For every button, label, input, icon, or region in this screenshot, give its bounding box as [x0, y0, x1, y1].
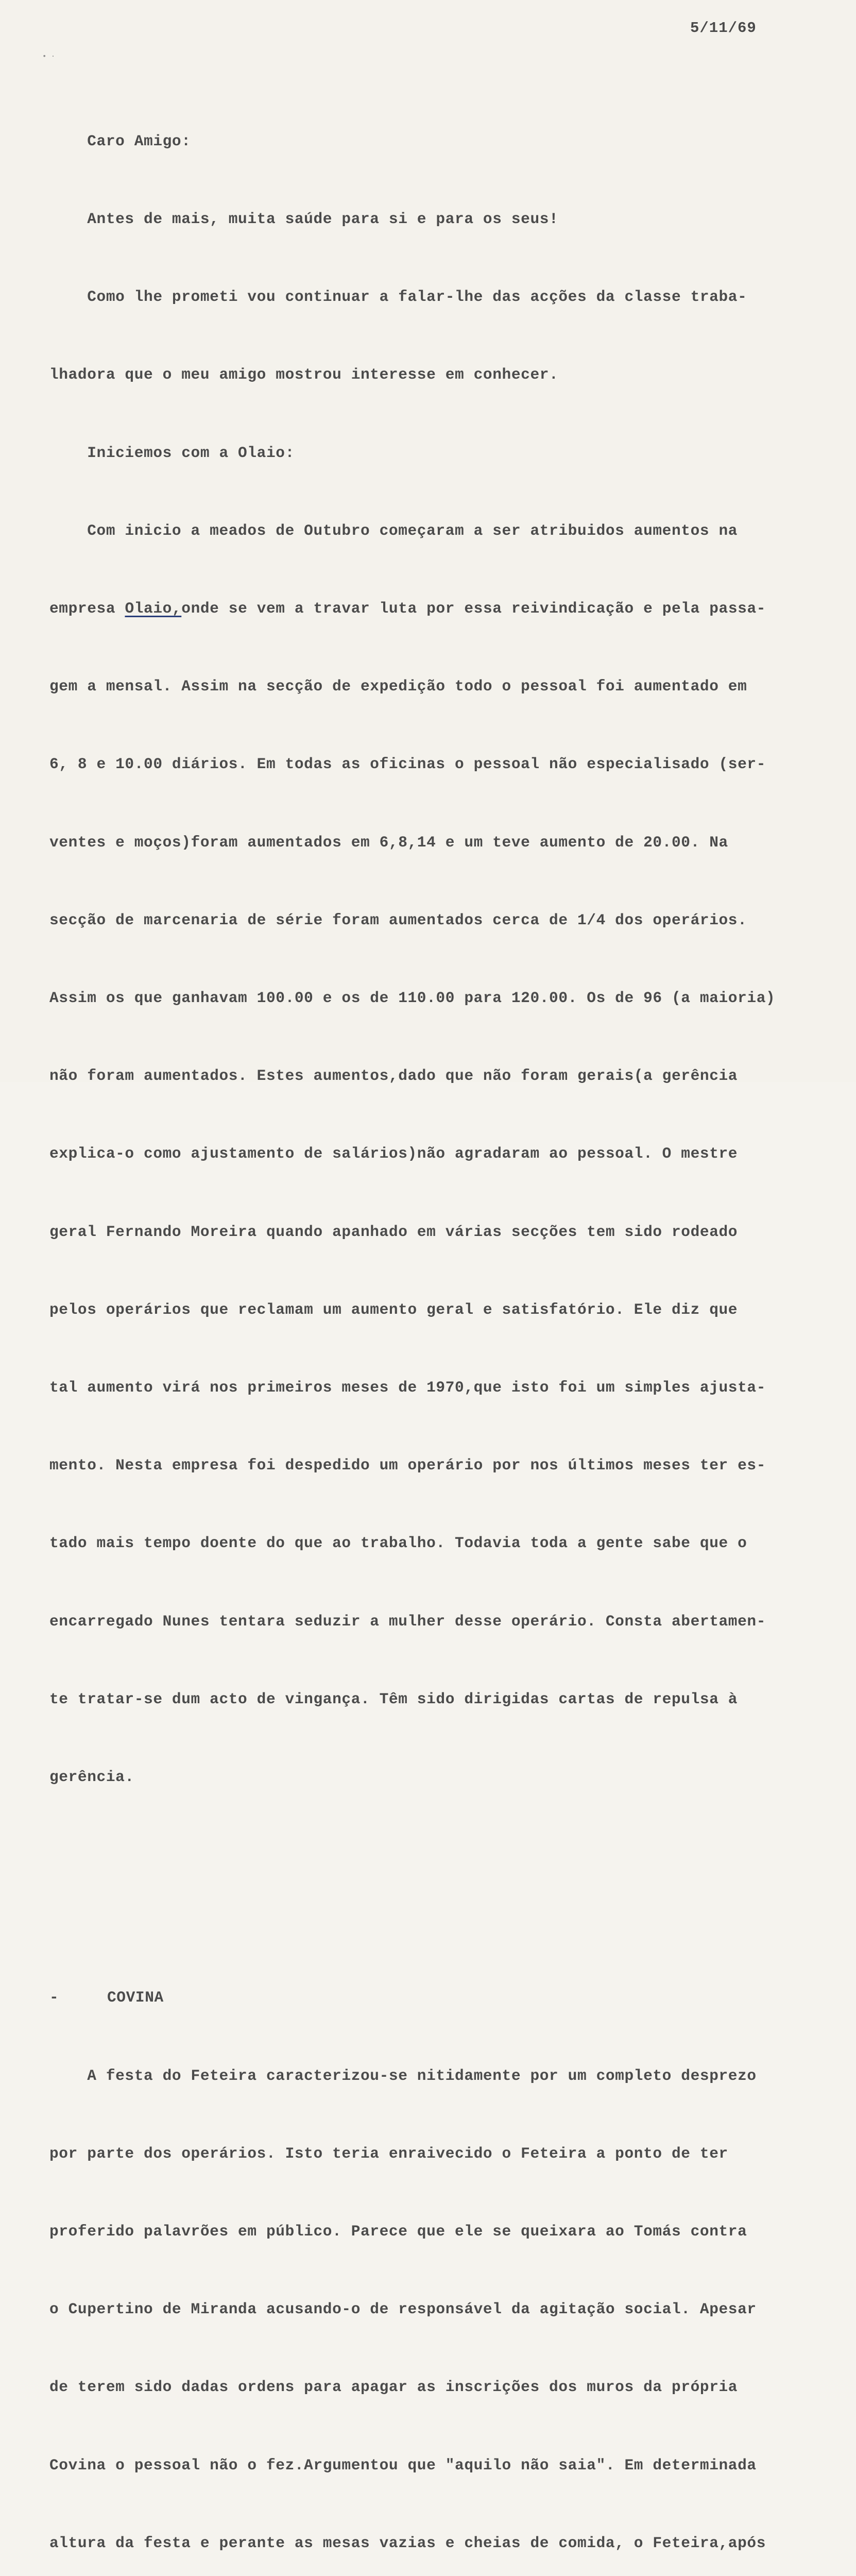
- text-line: encarregado Nunes tentara seduzir a mulher desse operário. Consta abertamen-: [49, 1612, 766, 1630]
- text-line: empresa Olaio,onde se vem a travar luta por essa reivindicação e pela passa-: [49, 600, 766, 618]
- text-line: o Cupertino de Miranda acusando-o de responsável da agitação social. Apesar: [49, 2300, 757, 2318]
- text-line: tado mais tempo doente do que ao trabalho. Todavia toda a gente sabe que o: [49, 1534, 747, 1552]
- paragraph-gap: [49, 1920, 843, 1933]
- text-line: Como lhe prometi vou continuar a falar-lhe das acções da classe traba-: [49, 288, 747, 306]
- text-line: geral Fernando Moreira quando apanhado em várias secções tem sido rodeado: [49, 1223, 738, 1241]
- text-line: Covina o pessoal não o fez.Argumentou que "aquilo não saia". Em determinada: [49, 2456, 757, 2474]
- text-line: Assim os que ganhavam 100.00 e os de 110.00 para 120.00. Os de 96 (a maioria): [49, 989, 776, 1007]
- text-line: ventes e moços)foram aumentados em 6,8,14 e um teve aumento de 20.00. Na: [49, 833, 728, 851]
- section-heading-covina: - COVINA: [49, 1989, 164, 2007]
- text-line: gem a mensal. Assim na secção de expedição todo o pessoal foi aumentado em: [49, 677, 747, 696]
- text-line: proferido palavrões em público. Parece que ele se queixara ao Tomás contra: [49, 2222, 747, 2240]
- text-line: tal aumento virá nos primeiros meses de 1970,que isto foi um simples ajusta-: [49, 1379, 766, 1397]
- text-line: Antes de mais, muita saúde para si e para os seus!: [49, 210, 559, 228]
- underlined-olaio: Olaio,: [125, 600, 182, 618]
- text-line: de terem sido dadas ordens para apagar as inscrições dos muros da própria: [49, 2378, 738, 2396]
- salutation: Caro Amigo:: [49, 132, 191, 150]
- text-line: te tratar-se dum acto de vingança. Têm sido dirigidas cartas de repulsa à: [49, 1690, 738, 1708]
- text-line: explica-o como ajustamento de salários)não agradaram ao pessoal. O mestre: [49, 1145, 738, 1163]
- text-line: secção de marcenaria de série foram aumentados cerca de 1/4 dos operários.: [49, 911, 747, 929]
- text-line: [49, 1842, 843, 1868]
- text-line: por parte dos operários. Isto teria enraivecido o Feteira a ponto de ter: [49, 2144, 728, 2162]
- text-line: lhadora que o meu amigo mostrou interesse em conhecer.: [49, 366, 559, 384]
- letter-body: [49, 76, 843, 2576]
- text-line: altura da festa e perante as mesas vazias e cheias de comida, o Feteira,após: [49, 2534, 766, 2552]
- text-line: gerência.: [49, 1768, 134, 1786]
- text-line: mento. Nesta empresa foi despedido um operário por nos últimos meses ter es-: [49, 1456, 766, 1475]
- ink-smudge: • ·: [42, 53, 56, 61]
- text-line: 6, 8 e 10.00 diários. Em todas as oficinas o pessoal não especialisado (ser-: [49, 755, 766, 773]
- text-line: não foram aumentados. Estes aumentos,dado que não foram gerais(a gerência: [49, 1067, 738, 1085]
- letter-date: 5/11/69: [690, 20, 757, 37]
- text-line: A festa do Feteira caracterizou-se nitidamente por um completo desprezo: [49, 2066, 757, 2084]
- text-line: pelos operários que reclamam um aumento geral e satisfatório. Ele diz que: [49, 1300, 738, 1318]
- text-line: Com inicio a meados de Outubro começaram a ser atribuidos aumentos na: [49, 521, 738, 539]
- section-heading-olaio: Iniciemos com a Olaio:: [49, 444, 295, 462]
